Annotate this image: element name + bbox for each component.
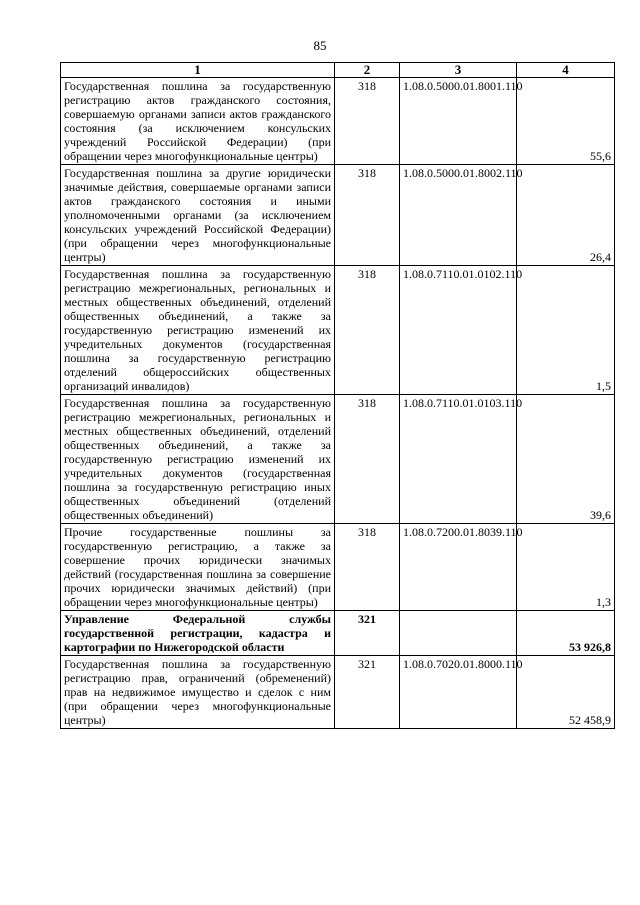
row-admin-code-cell: 318 xyxy=(335,395,400,524)
row-name-cell: Государственная пошлина за другие юридически значимые действия, совершаемые органами записи актов гражданского состояния и иными уполномоченными органами (за исключением консульских учреждений Российской Федерации) (при обращении через многофункциональные центры) xyxy=(61,165,335,266)
row-amount-cell: 55,6 xyxy=(517,78,615,165)
row-admin-code-cell: 321 xyxy=(335,656,400,729)
row-name-cell: Государственная пошлина за государственную регистрацию межрегиональных, региональных и местных общественных объединений, отделений общественных объединений, а также за государственную регистрацию изменений их учредительных документов (государственная пошлина за государственную регистрацию иных общественных объединений (отделений общественных объединений) xyxy=(61,395,335,524)
revenue-table xyxy=(60,62,615,729)
row-name-cell: Государственная пошлина за государственную регистрацию актов гражданского состояния, совершаемую органами записи актов гражданского состояния (за исключением консульских учреждений Российской Федерации) (при обращении через многофункциональные центры) xyxy=(61,78,335,165)
row-name-cell: Управление Федеральной службы государственной регистрации, кадастра и картографии по Нижегородской области xyxy=(61,611,335,656)
row-amount-cell: 26,4 xyxy=(517,165,615,266)
row-kbk-cell: 1.08.0.7020.01.8000.110 xyxy=(400,656,517,729)
table-header-row xyxy=(61,63,615,78)
table-row xyxy=(61,165,615,266)
table-row xyxy=(61,395,615,524)
row-name-cell: Государственная пошлина за государственную регистрацию межрегиональных, региональных и местных общественных объединений, отделений общественных объединений, а также за государственную регистрацию изменений их учредительных документов (государственная пошлина за государственную регистрацию отделений общероссийских общественных организаций инвалидов) xyxy=(61,266,335,395)
header-col-2: 2 xyxy=(335,63,400,78)
table-row xyxy=(61,266,615,395)
row-kbk-cell xyxy=(400,611,517,656)
row-amount-cell: 39,6 xyxy=(517,395,615,524)
row-admin-code-cell: 321 xyxy=(335,611,400,656)
row-kbk-cell: 1.08.0.7200.01.8039.110 xyxy=(400,524,517,611)
header-col-4: 4 xyxy=(517,63,615,78)
row-kbk-cell: 1.08.0.7110.01.0103.110 xyxy=(400,395,517,524)
row-kbk-cell: 1.08.0.7110.01.0102.110 xyxy=(400,266,517,395)
table-row xyxy=(61,611,615,656)
row-admin-code-cell: 318 xyxy=(335,524,400,611)
row-name-cell: Государственная пошлина за государственную регистрацию прав, ограничений (обременений) прав на недвижимое имущество и сделок с ним (при обращении через многофункциональные центры) xyxy=(61,656,335,729)
page-number: 85 xyxy=(313,38,327,53)
row-admin-code-cell: 318 xyxy=(335,266,400,395)
row-amount-cell: 52 458,9 xyxy=(517,656,615,729)
row-kbk-cell: 1.08.0.5000.01.8002.110 xyxy=(400,165,517,266)
row-name-cell: Прочие государственные пошлины за государственную регистрацию, а также за совершение прочих юридически значимых действий (государственная пошлина за совершение прочих юридически значимых действий) (при обращении через многофункциональные центры) xyxy=(61,524,335,611)
row-amount-cell: 1,3 xyxy=(517,524,615,611)
row-kbk-cell: 1.08.0.5000.01.8001.110 xyxy=(400,78,517,165)
row-admin-code-cell: 318 xyxy=(335,165,400,266)
table-row xyxy=(61,656,615,729)
row-amount-cell: 53 926,8 xyxy=(517,611,615,656)
header-col-3: 3 xyxy=(400,63,517,78)
table-row xyxy=(61,524,615,611)
row-admin-code-cell: 318 xyxy=(335,78,400,165)
row-amount-cell: 1,5 xyxy=(517,266,615,395)
header-col-1: 1 xyxy=(61,63,335,78)
table-row xyxy=(61,78,615,165)
